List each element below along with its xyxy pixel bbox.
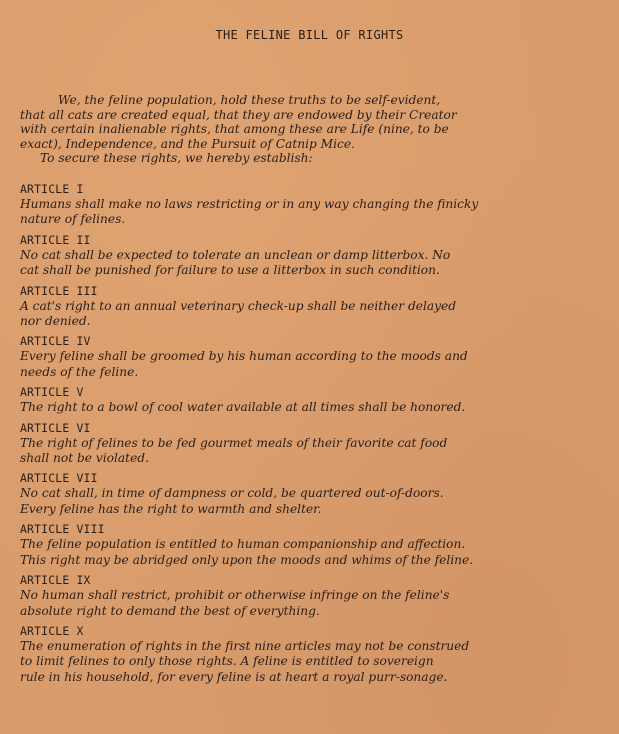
article-7 bbox=[20, 471, 590, 517]
article-heading: ARTICLE VII bbox=[20, 471, 98, 486]
article-line: shall not be violated. bbox=[20, 451, 149, 466]
article-heading: ARTICLE V bbox=[20, 385, 84, 400]
article-text bbox=[20, 197, 590, 228]
article-text bbox=[20, 588, 590, 619]
article-line: cat shall be punished for failure to use a litterbox in such condition. bbox=[20, 263, 440, 278]
article-heading: ARTICLE X bbox=[20, 623, 84, 638]
article-2 bbox=[20, 233, 590, 279]
article-text bbox=[20, 299, 590, 330]
article-4 bbox=[20, 334, 590, 380]
article-heading: ARTICLE VIII bbox=[20, 522, 105, 537]
document-title: THE FELINE BILL OF RIGHTS bbox=[215, 28, 404, 42]
article-heading: ARTICLE II bbox=[20, 232, 91, 247]
article-heading: ARTICLE VI bbox=[20, 420, 91, 435]
article-line: to limit felines to only those rights. A feline is entitled to sovereign bbox=[20, 654, 434, 669]
article-heading: ARTICLE III bbox=[20, 283, 98, 298]
article-text bbox=[20, 639, 590, 685]
article-line: Humans shall make no laws restricting or in any way changing the finicky bbox=[20, 197, 479, 211]
article-line: Every feline shall be groomed by his human according to the moods and bbox=[20, 349, 468, 364]
article-line: nature of felines. bbox=[20, 212, 126, 227]
article-6 bbox=[20, 421, 590, 467]
article-line: needs of the feline. bbox=[20, 364, 139, 379]
article-8 bbox=[20, 522, 590, 568]
article-5 bbox=[20, 385, 590, 415]
article-text bbox=[20, 400, 590, 415]
article-line: This right may be abridged only upon the moods and whims of the feline. bbox=[20, 552, 474, 567]
preamble-line: We, the feline population, hold these truths to be self-evident, bbox=[58, 93, 441, 107]
preamble-line: with certain inalienable rights, that among these are Life (nine, to be bbox=[20, 122, 449, 137]
article-heading: ARTICLE I bbox=[20, 182, 84, 196]
article-9 bbox=[20, 573, 590, 619]
article-3 bbox=[20, 284, 590, 330]
preamble-line: To secure these rights, we hereby establish: bbox=[40, 151, 313, 166]
article-line: Every feline has the right to warmth and shelter. bbox=[20, 501, 322, 516]
articles-list bbox=[20, 182, 590, 690]
preamble-line: exact), Independence, and the Pursuit of Catnip Mice. bbox=[20, 136, 355, 151]
article-text bbox=[20, 436, 590, 467]
article-line: No cat shall, in time of dampness or cold, be quartered out-of-doors. bbox=[20, 486, 444, 501]
article-line: The right to a bowl of cool water available at all times shall be honored. bbox=[20, 400, 466, 415]
article-line: rule in his household, for every feline is at heart a royal purr-sonage. bbox=[20, 669, 448, 684]
article-text bbox=[20, 248, 590, 279]
article-line: nor denied. bbox=[20, 314, 91, 329]
article-text bbox=[20, 537, 590, 568]
article-line: The enumeration of rights in the first nine articles may not be construed bbox=[20, 638, 470, 653]
article-line: A cat's right to an annual veterinary check-up shall be neither delayed bbox=[20, 298, 457, 313]
article-line: absolute right to demand the best of everything. bbox=[20, 603, 320, 618]
article-line: No cat shall be expected to tolerate an unclean or damp litterbox. No bbox=[20, 247, 451, 262]
article-text bbox=[20, 486, 590, 517]
article-line: The right of felines to be fed gourmet meals of their favorite cat food bbox=[20, 435, 448, 450]
preamble bbox=[20, 93, 580, 166]
preamble-line: that all cats are created equal, that they are endowed by their Creator bbox=[20, 107, 457, 122]
article-1 bbox=[20, 182, 590, 228]
article-text bbox=[20, 349, 590, 380]
article-heading: ARTICLE IX bbox=[20, 573, 91, 588]
article-line: The feline population is entitled to human companionship and affection. bbox=[20, 537, 466, 552]
article-10 bbox=[20, 624, 590, 685]
article-line: No human shall restrict, prohibit or otherwise infringe on the feline's bbox=[20, 588, 450, 603]
article-heading: ARTICLE IV bbox=[20, 334, 91, 349]
